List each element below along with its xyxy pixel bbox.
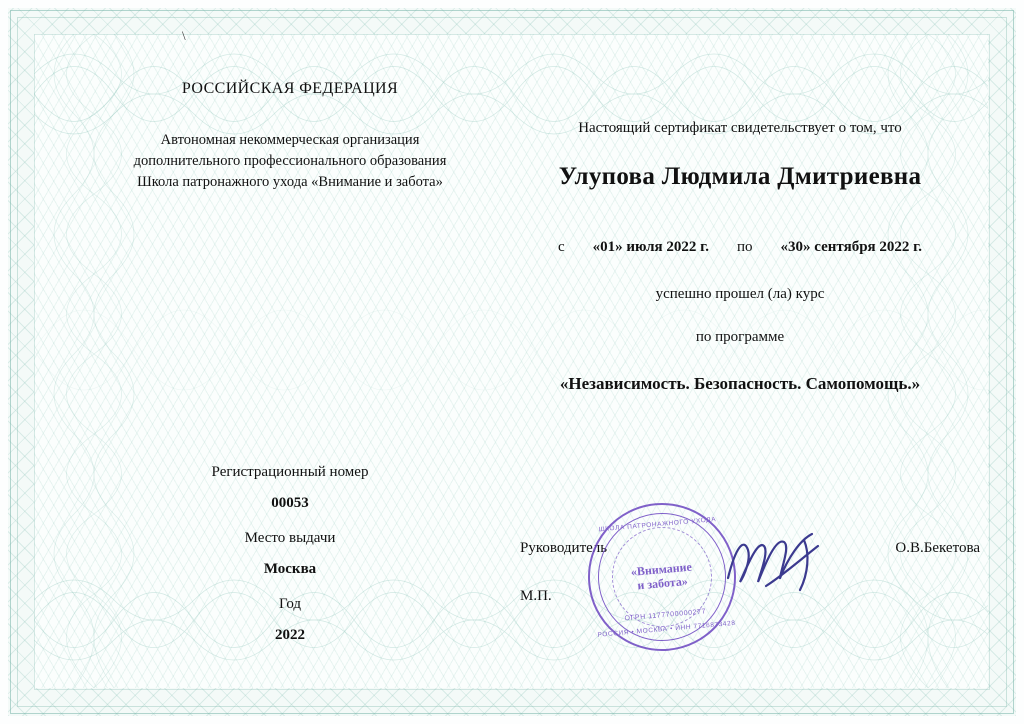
issue-year-label: Год bbox=[278, 596, 302, 612]
issue-place-value: Москва bbox=[263, 561, 317, 577]
stamp-ogrn-text: ОГРН 1177700000277 bbox=[624, 608, 707, 623]
registration-number-value: 00053 bbox=[271, 495, 309, 511]
stamp-bottom-arc-text: РОССИЯ • МОСКВА • ИНН 7716873428 bbox=[597, 619, 736, 639]
registration-block bbox=[150, 465, 430, 663]
completion-text: успешно прошел (ла) курс bbox=[655, 286, 825, 302]
organization-line-1: Автономная некоммерческая организация bbox=[160, 132, 420, 148]
issue-year-value: 2022 bbox=[275, 627, 305, 643]
organization-name bbox=[80, 130, 500, 193]
program-name: «Независимость. Безопасность. Самопомощь.» bbox=[559, 374, 921, 393]
date-to-value: «30» сентября 2022 г. bbox=[780, 239, 923, 255]
recipient-name: Улупова Людмила Дмитриевна bbox=[558, 163, 922, 190]
handwritten-signature bbox=[722, 520, 832, 610]
registration-number-label: Регистрационный номер bbox=[211, 464, 369, 480]
stray-pen-mark: \ bbox=[182, 28, 186, 43]
lead-text: Настоящий сертификат свидетельствует о том, что bbox=[578, 120, 902, 136]
stamp-center-line-2: и забота» bbox=[636, 573, 689, 593]
program-prefix: по программе bbox=[695, 329, 785, 345]
stamp-center-text bbox=[589, 557, 735, 597]
organization-line-3: Школа патронажного ухода «Внимание и забота» bbox=[137, 174, 443, 191]
award-block bbox=[500, 120, 980, 394]
date-from-value: «01» июля 2022 г. bbox=[592, 239, 709, 255]
official-round-stamp bbox=[582, 497, 742, 657]
issue-place-label: Место выдачи bbox=[244, 530, 336, 546]
stamp-top-arc-text: ШКОЛА ПАТРОНАЖНОГО УХОДА bbox=[598, 516, 717, 534]
signer-name: О.В.Бекетова bbox=[895, 540, 980, 556]
course-dates bbox=[500, 239, 980, 256]
seal-place-label: М.П. bbox=[520, 588, 552, 604]
signer-role-label: Руководитель bbox=[520, 540, 608, 556]
date-from-prefix: с bbox=[557, 239, 565, 255]
organization-line-2: дополнительного профессионального образования bbox=[133, 153, 447, 170]
stamp-center-line-1: «Внимание bbox=[630, 559, 693, 579]
issuer-block bbox=[80, 80, 500, 193]
date-to-prefix: по bbox=[737, 239, 753, 255]
country-header: РОССИЙСКАЯ ФЕДЕРАЦИЯ bbox=[181, 80, 399, 97]
